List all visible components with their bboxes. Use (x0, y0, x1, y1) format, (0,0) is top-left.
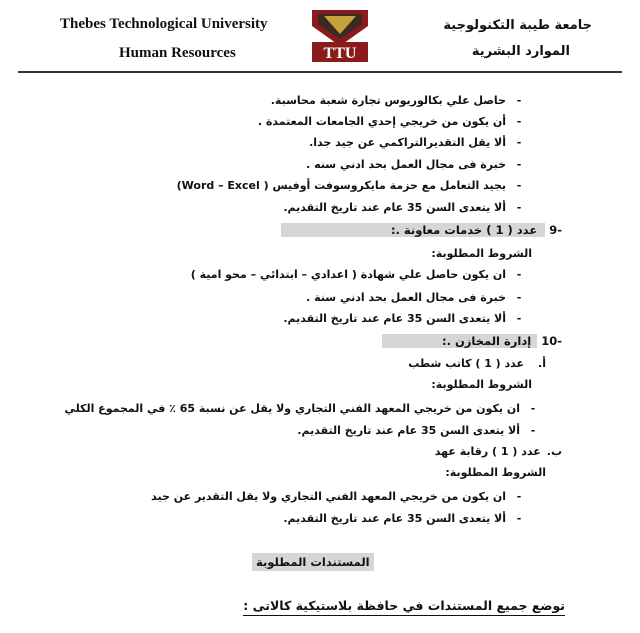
university-logo (308, 6, 372, 64)
list-item: -ألا يتعدى السن 35 عام عند تاريخ التقديم. (283, 201, 522, 214)
item-9-heading (281, 221, 562, 239)
item-10-title: إدارة المخازن .: (382, 334, 537, 348)
department-name-ar: الموارد البشرية (471, 44, 570, 59)
item-10b-row (435, 444, 562, 460)
university-name-en: Thebes Technological University (60, 16, 268, 32)
document-header (0, 0, 640, 72)
list-item: -حاصل علي بكالوريوس تجارة شعبة محاسبة. (270, 94, 522, 107)
item-10a-marker: أ. (538, 357, 546, 370)
item-10b-marker: ب. (546, 445, 562, 458)
list-item: -ألا يتعدى السن 35 عام عند تاريخ التقديم. (297, 424, 536, 437)
list-item: -يجيد التعامل مع حزمة مايكروسوفت أوفيس ( Word – Excel) (176, 179, 522, 192)
header-divider (18, 71, 622, 73)
documents-heading: المستندات المطلوبة (252, 553, 374, 571)
item-10b-conditions-label: الشروط المطلوبة: (445, 466, 546, 479)
list-item: -ألا يتعدى السن 35 عام عند تاريخ التقديم. (283, 512, 522, 525)
item-9-title: عدد ( 1 ) خدمات معاونة .: (281, 223, 545, 237)
list-item: -خبرة فى مجال العمل بحد ادني سنة . (306, 291, 522, 304)
item-10a-row (408, 356, 546, 372)
documents-note: توضع جميع المستندات في حافظة بلاستيكية كالاتى : (243, 597, 565, 616)
list-item: -خبرة فى مجال العمل بحد ادني سنه . (306, 158, 522, 171)
logo-text: TTU (323, 45, 357, 62)
item-10-heading (382, 332, 562, 350)
department-name-en: Human Resources (119, 45, 236, 61)
item-10a-conditions-label: الشروط المطلوبة: (431, 378, 532, 391)
list-item: -ان يكون من خريجي المعهد الفني التجاري ولا يقل عن نسبة 65 ٪ في المجموع الكلي (64, 402, 536, 415)
university-name-ar: جامعة طيبة التكنولوجية (443, 18, 592, 33)
item-10b-title: عدد ( 1 ) رقابة عهد (434, 445, 541, 458)
list-item: -أن يكون من خريجي إحدي الجامعات المعتمدة . (257, 115, 522, 128)
item-9-conditions-label: الشروط المطلوبة: (431, 247, 532, 260)
list-item: -ألا يتعدى السن 35 عام عند تاريخ التقديم. (283, 312, 522, 325)
item-10a-title: عدد ( 1 ) كاتب شطب (408, 357, 525, 370)
item-10-number: -10 (541, 334, 562, 348)
list-item: -ان يكون حاصل علي شهادة ( اعدادي – ابتدائي – محو امية ) (190, 268, 522, 281)
list-item: -ان يكون من خريجي المعهد الفني التجاري ولا يقل التقدير عن جيد (151, 490, 522, 503)
list-item: -ألا يقل التقديرالتراكمي عن جيد جدا. (309, 136, 522, 149)
item-9-number: -9 (549, 223, 562, 237)
